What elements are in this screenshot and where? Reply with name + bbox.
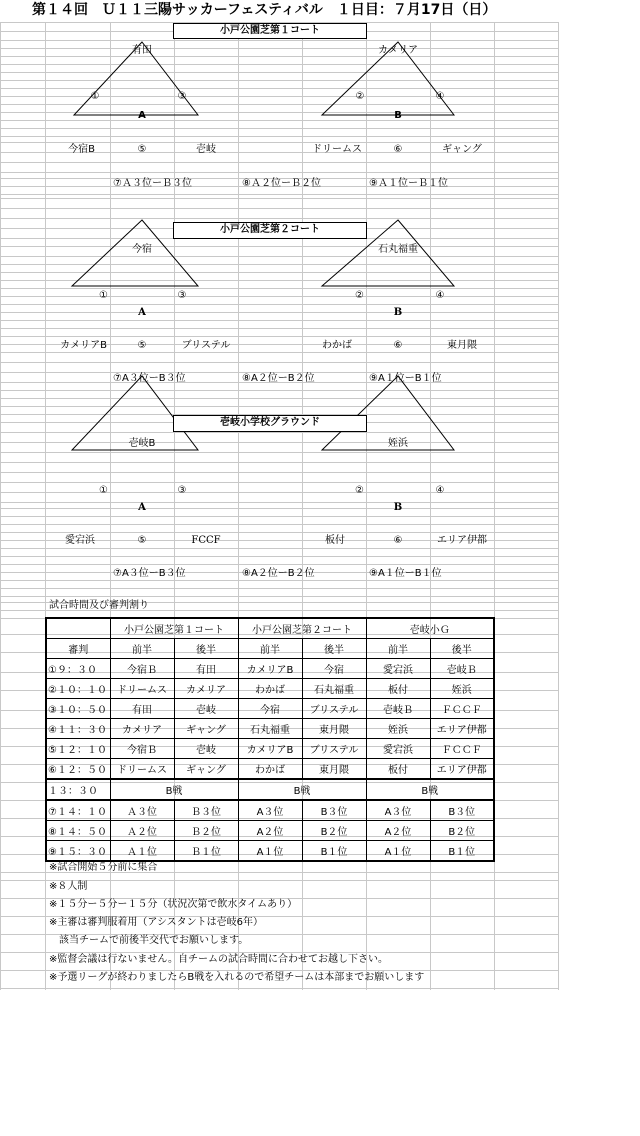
court-3-a-right: FCCF [191,535,221,546]
schedule-cell: エリア伊都 [430,759,494,780]
court-1-playoff-9: ⑨Ａ１位ーＢ１位 [369,178,448,189]
schedule-row [46,679,494,699]
schedule-cell: エリア伊都 [430,719,494,739]
court-2-a-left: カメリアB [60,340,107,351]
schedule-cell: 有田 [174,659,238,679]
court-1-header: 小戸公園芝第１コート [173,23,367,39]
schedule-cell: 壱岐 [174,699,238,719]
schedule-break-row [46,779,494,800]
court-2-b-right: 東月隈 [447,340,477,351]
court-1-playoff-8: ⑧Ａ２位ーＢ２位 [242,178,321,189]
schedule-cell: わかば [238,679,302,699]
schedule-cell: 今宿Ｂ [110,739,174,759]
schedule-cell: B２位 [302,821,366,841]
schedule-cell: A２位 [238,821,302,841]
court-3-a-letter: A [138,502,146,513]
schedule-cell: A１位 [238,841,302,862]
court-3-header: 壱岐小学校グラウンド [173,415,367,432]
schedule-cell: A２位 [366,821,430,841]
court-3-n4: ④ [435,485,445,496]
schedule-time: ⑦１４：１０ [46,800,110,821]
schedule-time: ②１０：１０ [46,679,110,699]
schedule-cell: A３位 [366,800,430,821]
schedule-row [46,699,494,719]
schedule-rows [46,659,494,780]
court-2-n4: ④ [435,290,445,301]
break-label: B戦 [238,779,366,800]
break-label: B戦 [366,779,494,800]
schedule-cell: ブリステル [302,699,366,719]
schedule-cell: B２位 [430,821,494,841]
court-1-a-mid: ⑤ [137,144,147,155]
schedule-cell: 今宿Ｂ [110,659,174,679]
schedule-cell: 愛宕浜 [366,659,430,679]
court-1-b-left: ドリームス [312,144,362,155]
note-3: ※１５分ー５分ー１５分（状況次第で飲水タイムあり） [49,899,298,910]
schedule-row [46,800,494,821]
court-2-b-mid: ⑥ [393,340,403,351]
schedule-cell: 今宿 [302,659,366,679]
schedule-playoff-rows [46,800,494,861]
schedule-cell: 壱岐Ｂ [430,659,494,679]
schedule-cell: 壱岐Ｂ [366,699,430,719]
schedule-cell: A３位 [238,800,302,821]
court-2-playoff-9: ⑨A１位ーB１位 [369,373,442,384]
schedule-time: ④１１：３０ [46,719,110,739]
schedule-cell: Ｂ２位 [174,821,238,841]
half-label: 前半 [110,639,174,659]
schedule-cell: ギャング [174,719,238,739]
schedule-subheader-row [46,639,494,659]
schedule-time: ③１０：５０ [46,699,110,719]
schedule-cell: B１位 [430,841,494,862]
schedule-time: ⑨１５：３０ [46,841,110,862]
note-6: ※監督会議は行ないません。自チームの試合時間に合わせてお越し下さい。 [49,954,388,965]
schedule-cell: 姪浜 [430,679,494,699]
court-1-n2: ② [355,91,365,102]
schedule-row [46,739,494,759]
schedule-cell: B３位 [430,800,494,821]
schedule-corner [46,618,110,639]
schedule-row [46,719,494,739]
schedule-time: ⑥１２：５０ [46,759,110,780]
schedule-cell: A１位 [366,841,430,862]
schedule-cell: 姪浜 [366,719,430,739]
court-3-b-left: 板付 [325,535,345,546]
schedule-cell: ギャング [174,759,238,780]
schedule-row [46,821,494,841]
schedule-time: ①９：３０ [46,659,110,679]
break-label: B戦 [110,779,238,800]
schedule-cell: 石丸福重 [238,719,302,739]
page-title: 第１４回 Ｕ１１三陽サッカーフェスティバル １日目：７月17日（日） [32,2,497,18]
schedule-cell: 東月隈 [302,719,366,739]
court-1-a-top: 有田 [132,45,152,56]
schedule-cell: ドリームス [110,759,174,780]
schedule-cell: カメリアB [238,659,302,679]
court-2-a-letter: A [138,307,146,318]
court-1-b-mid: ⑥ [393,144,403,155]
court-3-playoff-7: ⑦A３位ーB３位 [113,568,186,579]
referee-label: 審判 [46,639,110,659]
court-1-b-top: カメリア [378,45,418,56]
schedule-cell: Ｂ３位 [174,800,238,821]
schedule-cell: カメリア [174,679,238,699]
court-3-b-mid: ⑥ [393,535,403,546]
court-3-playoff-9: ⑨A１位ーB１位 [369,568,442,579]
court-3-n2: ② [355,485,364,496]
schedule-cell: ＦＣＣＦ [430,739,494,759]
half-label: 後半 [174,639,238,659]
schedule-venue-1: 小戸公園芝第１コート [110,618,238,639]
schedule-venue-2: 小戸公園芝第２コート [238,618,366,639]
court-2-b-top: 石丸福重 [378,244,418,255]
note-7: ※予選リーグが終わりましたらB戦を入れるので希望チームは本部までお願いします [49,972,425,983]
court-1-n1: ① [90,91,100,102]
schedule-row [46,659,494,679]
schedule-cell: B１位 [302,841,366,862]
schedule-row [46,759,494,780]
court-3-n3: ③ [177,485,187,496]
schedule-cell: Ａ２位 [110,821,174,841]
half-label: 後半 [302,639,366,659]
schedule-cell: カメリア [110,719,174,739]
schedule-venue-3: 壱岐小Ｇ [366,618,494,639]
court-2-b-letter: B [393,307,403,318]
schedule-row [46,841,494,862]
schedule-cell: 有田 [110,699,174,719]
schedule-caption: 試合時間及び審判割り [49,600,149,611]
schedule-time: ⑧１４：５０ [46,821,110,841]
court-3-playoff-8: ⑧A２位ーB２位 [242,568,315,579]
court-3-a-top: 壱岐B [128,438,156,449]
court-2-a-top: 今宿 [132,244,152,255]
schedule-cell: 石丸福重 [302,679,366,699]
schedule-cell: 愛宕浜 [366,739,430,759]
court-2-n3: ③ [177,290,187,301]
court-2-n1: ① [99,290,108,301]
court-2-n2: ② [355,290,364,301]
court-2-header: 小戸公園芝第２コート [173,222,367,239]
half-label: 前半 [366,639,430,659]
schedule-cell: ブリステル [302,739,366,759]
schedule-table [45,617,495,862]
schedule-cell: Ｂ１位 [174,841,238,862]
court-3-a-mid: ⑤ [137,535,147,546]
court-3-b-right: エリア伊都 [437,535,487,546]
schedule-cell: Ａ３位 [110,800,174,821]
note-4: ※主審は審判服着用（アシスタントは壱岐6年） [49,917,264,928]
court-2-a-mid: ⑤ [137,340,147,351]
court-1-a-left: 今宿B [68,144,95,155]
schedule-cell: 壱岐 [174,739,238,759]
court-1-a-letter: A [138,110,146,121]
schedule-cell: わかば [238,759,302,780]
half-label: 後半 [430,639,494,659]
half-label: 前半 [238,639,302,659]
schedule-time: ⑤１２：１０ [46,739,110,759]
schedule-cell: B３位 [302,800,366,821]
court-1-n4: ④ [435,91,445,102]
court-1-b-right: ギャング [442,144,482,155]
schedule-cell: カメリアB [238,739,302,759]
note-5: 該当チームで前後半交代でお願いします。 [49,935,249,946]
schedule-cell: 今宿 [238,699,302,719]
court-3-b-letter: B [393,502,403,513]
schedule-cell: ＦＣＣＦ [430,699,494,719]
court-2-playoff-7: ⑦A３位ーB３位 [113,373,186,384]
court-1-b-letter: B [394,110,402,121]
court-1-playoff-7: ⑦Ａ３位ーＢ３位 [113,178,192,189]
schedule-cell: Ａ１位 [110,841,174,862]
schedule-venue-row [46,618,494,639]
court-2-a-right: ブリステル [181,340,231,351]
schedule-cell: 板付 [366,679,430,699]
court-3-n1: ① [99,485,108,496]
court-1-a-right: 壱岐 [196,144,216,155]
court-2-b-left: わかば [322,340,352,351]
court-2-playoff-8: ⑧A２位ーB２位 [242,373,315,384]
schedule-cell: 板付 [366,759,430,780]
note-2: ※８人制 [49,881,88,892]
break-time: １３：３０ [46,779,110,800]
court-1-n3: ③ [177,91,187,102]
court-3-b-top: 姪浜 [388,438,408,449]
schedule-cell: 東月隈 [302,759,366,780]
note-1: ※試合開始５分前に集合 [49,862,158,873]
court-3-a-left: 愛宕浜 [65,535,95,546]
schedule-cell: ドリームス [110,679,174,699]
